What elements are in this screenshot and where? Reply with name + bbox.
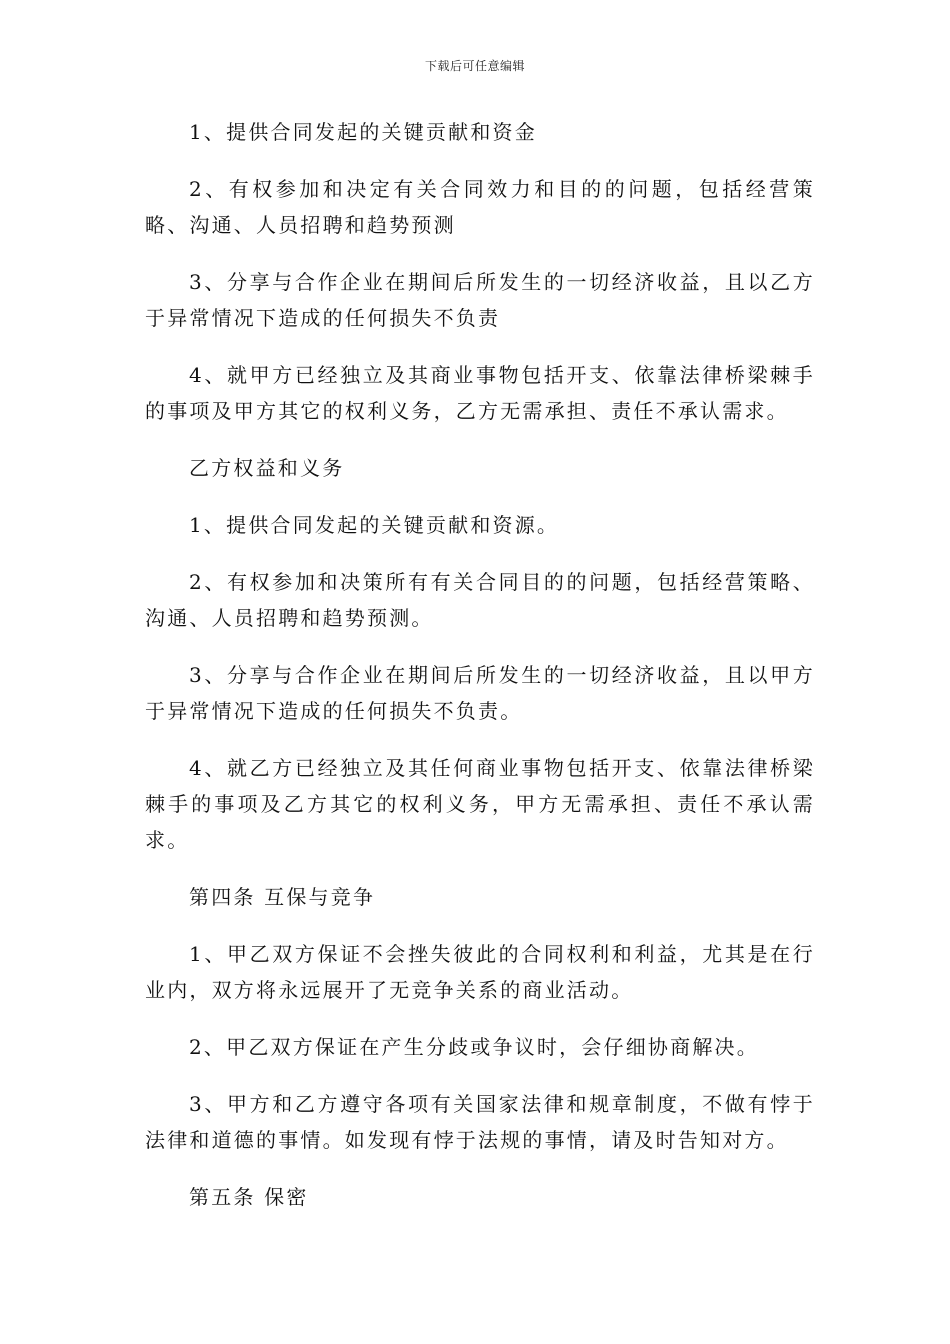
- article-heading-4: 第四条 互保与竞争: [189, 885, 376, 909]
- section-heading-party-b: 乙方权益和义务: [189, 456, 345, 480]
- header-note: 下载后可任意编辑: [424, 59, 525, 73]
- paragraph-party-b-1: 1、提供合同发起的关键贡献和资源。: [189, 513, 560, 537]
- paragraph-party-a-2: 2、有权参加和决定有关合同效力和目的的问题，包括经营策略、沟通、人员招聘和趋势预测: [145, 177, 815, 237]
- paragraph-article-4-1: 1、甲乙双方保证不会挫失彼此的合同权利和利益，尤其是在行业内，双方将永远展开了无竞争关系的商业活动。: [145, 942, 815, 1002]
- paragraph-party-b-3: 3、分享与合作企业在期间后所发生的一切经济收益，且以甲方于异常情况下造成的任何损失不负责。: [145, 663, 815, 723]
- document-body: [145, 114, 815, 1236]
- paragraph-party-b-2: 2、有权参加和决策所有有关合同目的的问题，包括经营策略、沟通、人员招聘和趋势预测。: [145, 570, 815, 630]
- paragraph-party-a-1: 1、提供合同发起的关键贡献和资金: [189, 120, 537, 144]
- paragraph-article-4-3: 3、甲方和乙方遵守各项有关国家法律和规章制度，不做有悖于法律和道德的事情。如发现有悖于法规的事情，请及时告知对方。: [145, 1092, 815, 1152]
- article-heading-5: 第五条 保密: [189, 1185, 309, 1209]
- paragraph-party-a-4: 4、就甲方已经独立及其商业事物包括开支、依靠法律桥梁棘手的事项及甲方其它的权利义务，乙方无需承担、责任不承认需求。: [145, 363, 815, 423]
- paragraph-party-a-3: 3、分享与合作企业在期间后所发生的一切经济收益，且以乙方于异常情况下造成的任何损失不负责: [145, 270, 815, 330]
- paragraph-article-4-2: 2、甲乙双方保证在产生分歧或争议时，会仔细协商解决。: [189, 1035, 759, 1059]
- paragraph-party-b-4: 4、就乙方已经独立及其任何商业事物包括开支、依靠法律桥梁棘手的事项及乙方其它的权利义务，甲方无需承担、责任不承认需求。: [145, 756, 815, 852]
